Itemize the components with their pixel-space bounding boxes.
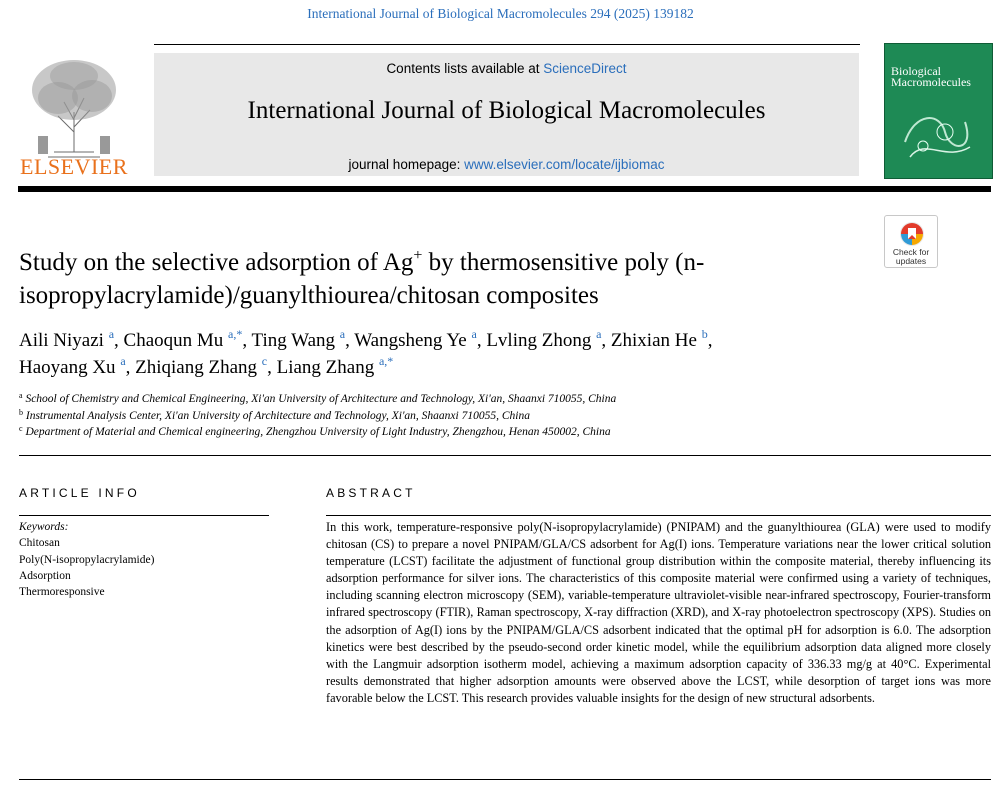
author-name[interactable]: Aili Niyazi bbox=[19, 330, 104, 351]
keyword-item: Thermoresponsive bbox=[19, 586, 105, 599]
author-affiliation-marker[interactable]: a bbox=[596, 327, 602, 341]
abstract-text: In this work, temperature-responsive poly(N-isopropylacrylamide) (PNIPAM) and the guanylthiourea (GLA) were used to modify chitosan (CS) to prepare a novel PNIPAM/GLA/CS adsorbent for Ag(I) ions. Temperature variations near the lower critical solution temperature (LCST) facilitate the adjustment of functional group distribution within the composite material, thereby influencing its adsorption performance for silver ions. The characteristics of this composite material were confirmed using a variety of techniques, including scanning electron microscopy (SEM), variable-temperature ultraviolet-visible near-infrared spectroscopy, Fourier-transform infrared spectroscopy (FTIR), Raman spectroscopy, X-ray diffraction (XRD), and X-ray photoelectron spectroscopy (XPS). Studies on the adsorption of Ag(I) ions by the PNIPAM/GLA/CS adsorbent indicated that the optimal pH for adsorption is 6.0. The adsorption kinetics were best described by the pseudo-second order kinetic model, while the equilibrium adsorption data aligned more closely with the Langmuir adsorption isotherm model, achieving a maximum adsorption capacity of 336.33 mg/g at 40°C. Experimental results demonstrated that higher adsorption amounts were observed above the LCST, while desorption of target ions was more favorable below the LCST. This research provides valuable insights for the design of new structural adsorbents. bbox=[326, 520, 991, 705]
author-separator: , bbox=[242, 330, 252, 351]
author-separator: , bbox=[707, 330, 713, 351]
affiliation-text: Department of Material and Chemical engineering, Zhengzhou University of Light Industry, Zhengzhou, Henan 450002, China bbox=[25, 426, 611, 438]
journal-name: International Journal of Biological Macromolecules bbox=[247, 97, 766, 124]
author-affiliation-marker[interactable]: a,* bbox=[378, 354, 394, 368]
section-divider bbox=[19, 455, 991, 456]
article-info-rule bbox=[19, 515, 269, 516]
affiliation-marker: c bbox=[19, 424, 23, 433]
affiliation-text: School of Chemistry and Chemical Engineering, Xi'an University of Architecture and Technology, Xi'an, Shaanxi 710055, China bbox=[25, 393, 617, 405]
author-separator: , bbox=[267, 357, 277, 378]
publisher-name: ELSEVIER bbox=[20, 154, 128, 179]
author-list bbox=[19, 327, 869, 381]
check-for-updates-button[interactable] bbox=[884, 215, 938, 268]
header-thick-rule bbox=[18, 186, 991, 192]
author-name[interactable]: Zhixian He bbox=[610, 330, 697, 351]
check-updates-icon bbox=[898, 220, 926, 248]
check-updates-label bbox=[885, 248, 937, 266]
sciencedirect-link[interactable]: ScienceDirect bbox=[543, 61, 627, 76]
cover-title-line-1: Biological bbox=[891, 64, 941, 78]
title-superscript: + bbox=[413, 247, 423, 264]
contents-prefix: Contents lists available at bbox=[386, 61, 544, 76]
author-separator: , bbox=[476, 330, 487, 351]
affiliation-marker: b bbox=[19, 407, 23, 417]
author-name[interactable]: Chaoqun Mu bbox=[123, 330, 224, 351]
author-name[interactable]: Liang Zhang bbox=[276, 357, 375, 378]
author-name[interactable]: Lvling Zhong bbox=[486, 330, 592, 351]
homepage-prefix: journal homepage: bbox=[348, 157, 465, 172]
author-affiliation-marker[interactable]: a bbox=[471, 327, 477, 341]
abstract-rule bbox=[326, 515, 991, 516]
author-name[interactable]: Ting Wang bbox=[251, 330, 335, 351]
journal-citation-link[interactable]: International Journal of Biological Macromolecules 294 (2025) 139182 bbox=[307, 6, 694, 21]
contents-line bbox=[154, 61, 859, 76]
author-separator: , bbox=[114, 330, 124, 351]
affiliation-item bbox=[19, 408, 919, 425]
check-updates-line-1: Check for bbox=[892, 247, 930, 257]
journal-cover-image[interactable] bbox=[884, 43, 993, 179]
author-affiliation-marker[interactable]: a,* bbox=[228, 327, 243, 341]
author-separator: , bbox=[125, 357, 136, 378]
author-affiliation-marker[interactable]: a bbox=[108, 327, 115, 341]
cover-title bbox=[891, 66, 988, 88]
author-name[interactable]: Wangsheng Ye bbox=[354, 330, 467, 351]
cover-molecule-art bbox=[895, 102, 985, 172]
article-info-heading: ARTICLE INFO bbox=[19, 486, 140, 500]
author-affiliation-marker[interactable]: b bbox=[701, 327, 708, 341]
journal-homepage-link[interactable]: www.elsevier.com/locate/ijbiomac bbox=[464, 157, 665, 172]
journal-header-banner bbox=[154, 53, 859, 176]
abstract-heading: ABSTRACT bbox=[326, 486, 416, 500]
keywords-block bbox=[19, 519, 269, 600]
affiliation-marker: a bbox=[19, 391, 23, 400]
check-updates-line-2: updates bbox=[895, 256, 927, 266]
author-name[interactable]: Haoyang Xu bbox=[19, 357, 116, 378]
keywords-label: Keywords: bbox=[19, 521, 69, 533]
homepage-line bbox=[154, 157, 859, 172]
author-affiliation-marker[interactable]: a bbox=[339, 327, 346, 341]
title-text-part-2: by thermosensitive poly (n-isopropylacrylamide)/guanylthiourea/chitosan composites bbox=[19, 249, 705, 309]
author-affiliation-marker[interactable]: a bbox=[120, 354, 126, 368]
keyword-item: Chitosan bbox=[19, 537, 60, 550]
affiliation-item bbox=[19, 391, 919, 408]
header-top-rule bbox=[154, 44, 860, 45]
author-name[interactable]: Zhiqiang Zhang bbox=[135, 357, 258, 378]
bottom-rule bbox=[19, 779, 991, 780]
title-text-part-1: Study on the selective adsorption of Ag bbox=[19, 249, 414, 276]
article-title bbox=[19, 246, 839, 312]
keyword-item: Poly(N-isopropylacrylamide) bbox=[19, 553, 155, 566]
affiliation-item bbox=[19, 424, 919, 441]
affiliation-list bbox=[19, 391, 919, 441]
author-separator: , bbox=[345, 330, 355, 351]
author-affiliation-marker[interactable]: c bbox=[261, 354, 268, 368]
affiliation-text: Instrumental Analysis Center, Xi'an University of Architecture and Technology, Xi'an, Shaanxi 710055, China bbox=[25, 409, 530, 422]
keyword-item: Adsorption bbox=[19, 569, 71, 582]
author-separator: , bbox=[601, 330, 611, 351]
cover-title-line-2: Macromolecules bbox=[891, 75, 971, 89]
